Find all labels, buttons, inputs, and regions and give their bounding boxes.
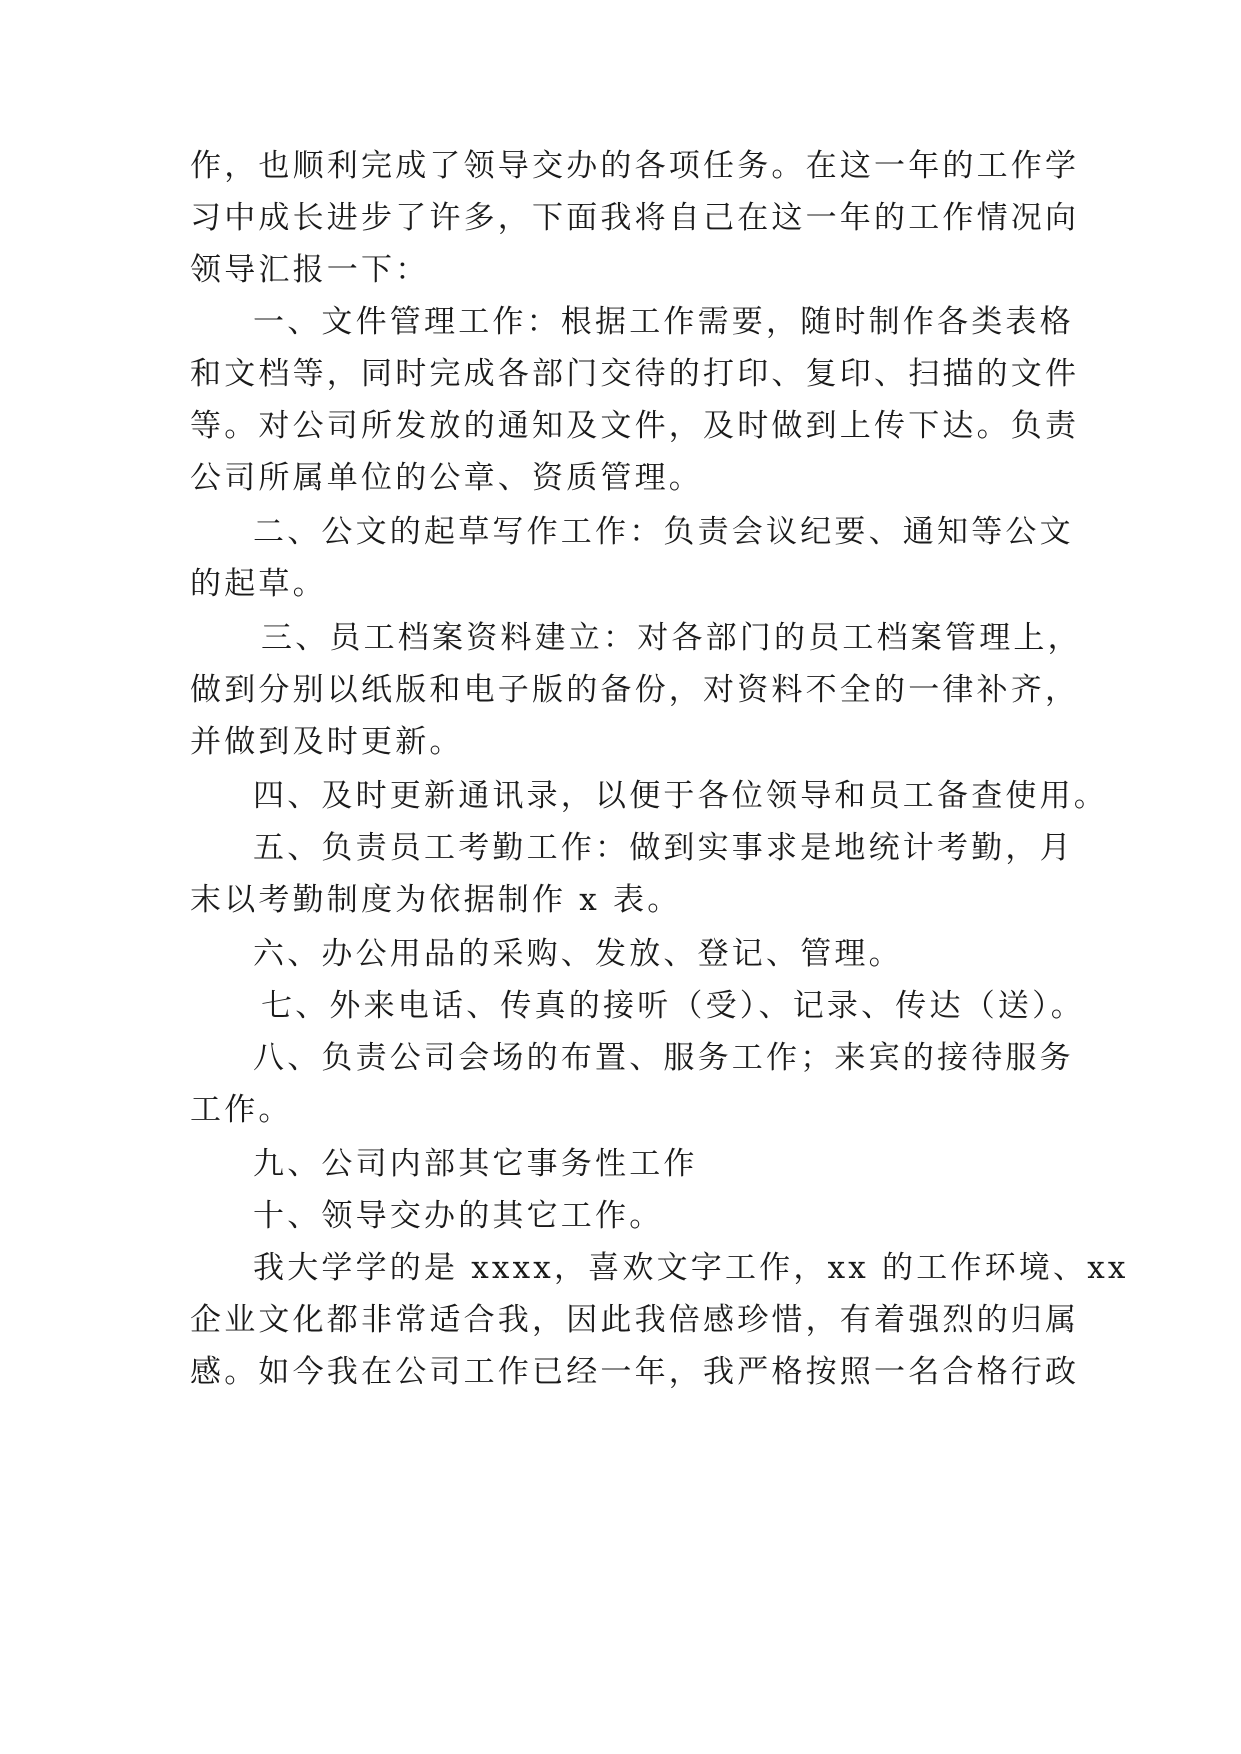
paragraph-item-8: 八、负责公司会场的布置、服务工作；来宾的接待服务	[253, 1040, 1074, 1076]
text-line: 公司所属单位的公章、资质管理。	[190, 460, 703, 496]
text-line: 领导汇报一下：	[190, 252, 430, 288]
paragraph-item-9: 九、公司内部其它事务性工作	[253, 1146, 698, 1182]
paragraph-item-10: 十、领导交办的其它工作。	[253, 1198, 664, 1234]
paragraph-closing: 我大学学的是 xxxx，喜欢文字工作，xx 的工作环境、xx	[253, 1250, 1129, 1286]
text-line: 和文档等，同时完成各部门交待的打印、复印、扫描的文件	[190, 356, 1080, 392]
paragraph-item-3: 三、员工档案资料建立：对各部门的员工档案管理上，	[261, 620, 1082, 656]
text-line: 作，也顺利完成了领导交办的各项任务。在这一年的工作学	[190, 148, 1080, 184]
paragraph-item-2: 二、公文的起草写作工作：负责会议纪要、通知等公文	[253, 514, 1074, 550]
paragraph-item-1: 一、文件管理工作：根据工作需要，随时制作各类表格	[253, 304, 1074, 340]
paragraph-item-4: 四、及时更新通讯录，以便于各位领导和员工备查使用。	[253, 778, 1108, 814]
text-line: 等。对公司所发放的通知及文件，及时做到上传下达。负责	[190, 408, 1080, 444]
paragraph-item-7: 七、外来电话、传真的接听（受）、记录、传达（送）。	[261, 988, 1085, 1024]
text-line: 并做到及时更新。	[190, 724, 464, 760]
text-line: 工作。	[190, 1092, 293, 1128]
paragraph-item-6: 六、办公用品的采购、发放、登记、管理。	[253, 936, 903, 972]
text-line: 习中成长进步了许多，下面我将自己在这一年的工作情况向	[190, 200, 1080, 236]
text-line: 末以考勤制度为依据制作 x 表。	[190, 882, 682, 918]
text-line: 做到分别以纸版和电子版的备份，对资料不全的一律补齐，	[190, 672, 1080, 708]
text-line: 感。如今我在公司工作已经一年，我严格按照一名合格行政	[190, 1354, 1080, 1390]
paragraph-item-5: 五、负责员工考勤工作：做到实事求是地统计考勤，月	[253, 830, 1074, 866]
text-line: 企业文化都非常适合我，因此我倍感珍惜，有着强烈的归属	[190, 1302, 1080, 1338]
text-line: 的起草。	[190, 566, 327, 602]
